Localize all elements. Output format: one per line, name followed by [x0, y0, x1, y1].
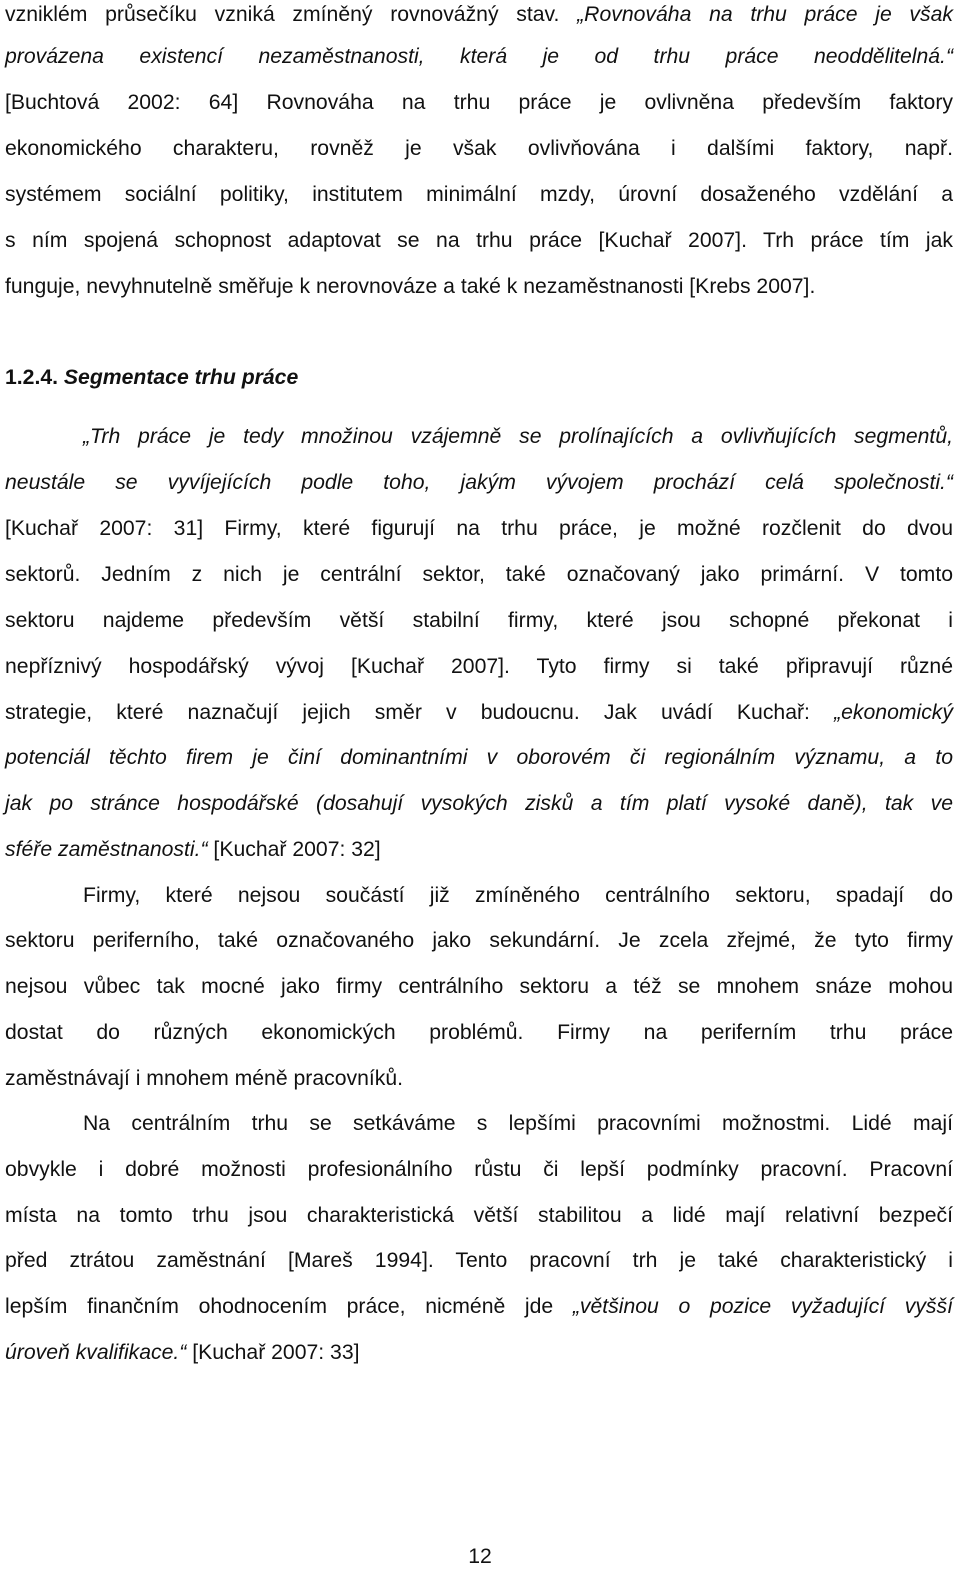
text-line: sektoru periferního, také označovaného jako sekundární. Je zcela zřejmé, že tyto firmy — [5, 929, 953, 952]
text-line: zaměstnávají i mnohem méně pracovníků. — [5, 1067, 404, 1090]
page-number: 12 — [468, 1545, 492, 1568]
text-line: s ním spojená schopnost adaptovat se na trhu práce [Kuchař 2007]. Trh práce tím jak — [5, 229, 953, 252]
text-line: funguje, nevyhnutelně směřuje k nerovnováze a také k nezaměstnanosti [Krebs 2007]. — [5, 275, 816, 298]
text-line: potenciál těchto firem je činí dominantními v oborovém či regionálním významu, a to — [5, 746, 953, 769]
text-line: jak po stránce hospodářské (dosahují vysokých zisků a tím platí vysoké daně), tak ve — [5, 792, 953, 815]
text-line: Na centrálním trhu se setkáváme s lepšími pracovními možnostmi. Lidé mají — [83, 1112, 953, 1135]
text-line: [Buchtová 2002: 64] Rovnováha na trhu práce je ovlivněna především faktory — [5, 91, 953, 114]
section-heading — [5, 363, 298, 393]
text-line: sektorů. Jedním z nich je centrální sektor, také označovaný jako primární. V tomto — [5, 563, 953, 586]
text-line: místa na tomto trhu jsou charakteristická větší stabilitou a lidé mají relativní bezpečí — [5, 1204, 953, 1227]
text-line: obvykle i dobré možnosti profesionálního růstu či lepší podmínky pracovní. Pracovní — [5, 1158, 953, 1181]
text-line: úroveň kvalifikace.“ [Kuchař 2007: 33] — [5, 1341, 360, 1364]
section-number: 1.2.4. — [5, 366, 59, 389]
text-line: před ztrátou zaměstnání [Mareš 1994]. Tento pracovní trh je také charakteristický i — [5, 1249, 953, 1272]
text-line: provázena existencí nezaměstnanosti, která je od trhu práce neoddělitelná.“ — [5, 45, 953, 68]
text-line: nejsou vůbec tak mocné jako firmy centrálního sektoru a též se mnohem snáze mohou — [5, 975, 953, 998]
text-line: sektoru najdeme především větší stabilní firmy, které jsou schopné překonat i — [5, 609, 953, 632]
text-line: neustále se vyvíjejících podle toho, jakým vývojem prochází celá společnosti.“ — [5, 471, 953, 494]
text-line: strategie, které naznačují jejich směr v budoucnu. Jak uvádí Kuchař: „ekonomický — [5, 701, 953, 724]
text-line: Firmy, které nejsou součástí již zmíněného centrálního sektoru, spadají do — [83, 884, 953, 907]
text-line: dostat do různých ekonomických problémů. Firmy na periferním trhu práce — [5, 1021, 953, 1044]
text-line: nepříznivý hospodářský vývoj [Kuchař 2007]. Tyto firmy si také připravují různé — [5, 655, 953, 678]
text-line: systémem sociální politiky, institutem minimální mzdy, úrovní dosaženého vzdělání a — [5, 183, 953, 206]
section-title: Segmentace trhu práce — [63, 366, 299, 389]
text-line: vzniklém průsečíku vzniká zmíněný rovnovážný stav. „Rovnováha na trhu práce je však — [5, 3, 953, 26]
text-line: [Kuchař 2007: 31] Firmy, které figurují na trhu práce, je možné rozčlenit do dvou — [5, 517, 953, 540]
text-line: lepším finančním ohodnocením práce, nicméně jde „většinou o pozice vyžadující vyšší — [5, 1295, 953, 1318]
text-line: ekonomického charakteru, rovněž je však ovlivňována i dalšími faktory, např. — [5, 137, 953, 160]
text-line: „Trh práce je tedy množinou vzájemně se prolínajících a ovlivňujících segmentů, — [83, 425, 953, 448]
text-line: sféře zaměstnanosti.“ [Kuchař 2007: 32] — [5, 838, 381, 861]
